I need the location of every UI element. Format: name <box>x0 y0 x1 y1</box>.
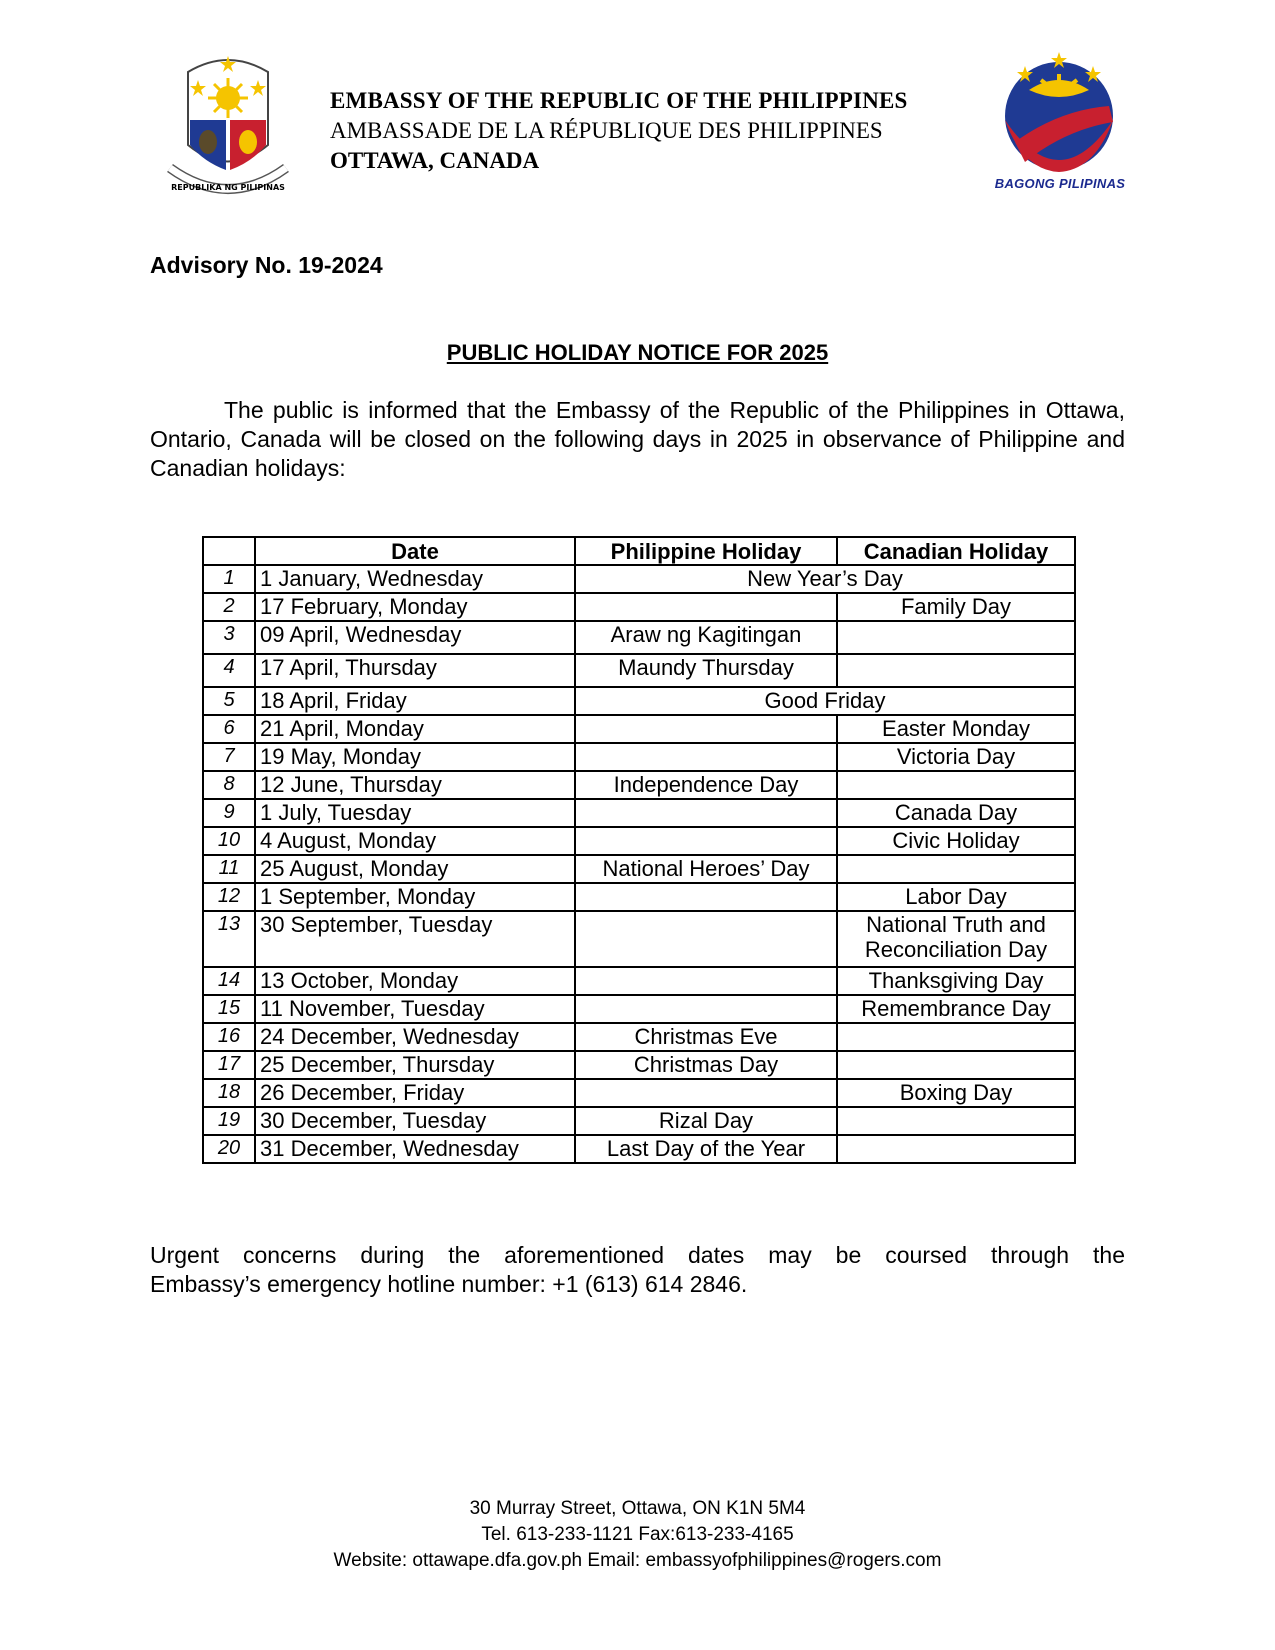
header-philippine-holiday: Philippine Holiday <box>575 537 837 565</box>
table-row <box>203 1135 1075 1163</box>
row-date: 17 February, Monday <box>255 593 575 621</box>
row-philippine-holiday <box>575 799 837 827</box>
row-date: 30 September, Tuesday <box>255 911 575 967</box>
letterhead <box>330 86 908 176</box>
header-canadian-holiday: Canadian Holiday <box>837 537 1075 565</box>
table-row <box>203 967 1075 995</box>
row-number: 5 <box>203 687 255 715</box>
row-canadian-holiday: Labor Day <box>837 883 1075 911</box>
letterhead-line3: OTTAWA, CANADA <box>330 148 540 173</box>
row-number: 3 <box>203 621 255 654</box>
row-number: 17 <box>203 1051 255 1079</box>
urgent-line1: Urgent concerns during the aforementioned dates may be coursed through the <box>150 1242 1125 1268</box>
row-date: 17 April, Thursday <box>255 654 575 687</box>
holiday-table <box>202 536 1076 1164</box>
row-shared-holiday: New Year’s Day <box>575 565 1075 593</box>
row-philippine-holiday: Maundy Thursday <box>575 654 837 687</box>
row-philippine-holiday: Last Day of the Year <box>575 1135 837 1163</box>
table-row <box>203 593 1075 621</box>
table-row <box>203 827 1075 855</box>
row-canadian-holiday <box>837 1023 1075 1051</box>
row-date: 12 June, Thursday <box>255 771 575 799</box>
row-canadian-holiday <box>837 621 1075 654</box>
bagong-pilipinas-logo-icon <box>985 50 1133 190</box>
table-row <box>203 687 1075 715</box>
row-number: 19 <box>203 1107 255 1135</box>
row-number: 20 <box>203 1135 255 1163</box>
row-philippine-holiday <box>575 995 837 1023</box>
row-date: 30 December, Tuesday <box>255 1107 575 1135</box>
row-philippine-holiday <box>575 743 837 771</box>
advisory-number: Advisory No. 19-2024 <box>150 252 383 278</box>
philippine-seal-icon <box>158 50 298 202</box>
row-canadian-holiday: Thanksgiving Day <box>837 967 1075 995</box>
intro-paragraph: The public is informed that the Embassy of the Republic of the Philippines in Ottawa, Ontario, Canada will be closed on the following days in 2025 in observance of Philippine and Canadian holidays: <box>150 397 1125 481</box>
row-number: 4 <box>203 654 255 687</box>
row-philippine-holiday <box>575 1079 837 1107</box>
table-row <box>203 771 1075 799</box>
row-philippine-holiday <box>575 827 837 855</box>
footer-phone: Tel. 613-233-1121 Fax:613-233-4165 <box>481 1524 794 1545</box>
header-no <box>203 537 255 565</box>
table-row <box>203 1107 1075 1135</box>
row-philippine-holiday <box>575 883 837 911</box>
row-philippine-holiday <box>575 967 837 995</box>
table-row <box>203 1051 1075 1079</box>
row-date: 21 April, Monday <box>255 715 575 743</box>
table-row <box>203 565 1075 593</box>
row-number: 2 <box>203 593 255 621</box>
table-row <box>203 1079 1075 1107</box>
row-canadian-holiday <box>837 1135 1075 1163</box>
row-canadian-holiday: Civic Holiday <box>837 827 1075 855</box>
row-date: 13 October, Monday <box>255 967 575 995</box>
row-number: 11 <box>203 855 255 883</box>
row-date: 25 August, Monday <box>255 855 575 883</box>
row-canadian-holiday: Canada Day <box>837 799 1075 827</box>
row-date: 26 December, Friday <box>255 1079 575 1107</box>
row-canadian-holiday: National Truth and Reconciliation Day <box>837 911 1075 967</box>
footer-address: 30 Murray Street, Ottawa, ON K1N 5M4 <box>469 1498 806 1519</box>
table-row <box>203 883 1075 911</box>
row-date: 24 December, Wednesday <box>255 1023 575 1051</box>
row-number: 16 <box>203 1023 255 1051</box>
row-canadian-holiday: Victoria Day <box>837 743 1075 771</box>
table-row <box>203 911 1075 967</box>
row-number: 13 <box>203 911 255 967</box>
table-row <box>203 654 1075 687</box>
header-date: Date <box>255 537 575 565</box>
letterhead-line2: AMBASSADE DE LA RÉPUBLIQUE DES PHILIPPINES <box>330 118 883 143</box>
row-number: 7 <box>203 743 255 771</box>
row-date: 09 April, Wednesday <box>255 621 575 654</box>
row-number: 1 <box>203 565 255 593</box>
row-philippine-holiday: Rizal Day <box>575 1107 837 1135</box>
table-row <box>203 995 1075 1023</box>
footer <box>0 1496 1275 1574</box>
row-date: 4 August, Monday <box>255 827 575 855</box>
row-philippine-holiday: Christmas Day <box>575 1051 837 1079</box>
row-date: 31 December, Wednesday <box>255 1135 575 1163</box>
row-philippine-holiday <box>575 715 837 743</box>
holiday-table-body <box>203 565 1075 1163</box>
row-philippine-holiday: National Heroes’ Day <box>575 855 837 883</box>
row-philippine-holiday <box>575 593 837 621</box>
bagong-pilipinas-label: BAGONG PILIPINAS <box>994 176 1126 191</box>
row-number: 8 <box>203 771 255 799</box>
row-number: 6 <box>203 715 255 743</box>
row-philippine-holiday: Independence Day <box>575 771 837 799</box>
table-row <box>203 799 1075 827</box>
row-number: 12 <box>203 883 255 911</box>
row-canadian-holiday <box>837 1051 1075 1079</box>
row-philippine-holiday <box>575 911 837 967</box>
urgent-line2: Embassy’s emergency hotline number: +1 (613) 614 2846. <box>150 1271 748 1297</box>
row-date: 11 November, Tuesday <box>255 995 575 1023</box>
row-canadian-holiday <box>837 654 1075 687</box>
row-canadian-holiday: Remembrance Day <box>837 995 1075 1023</box>
row-philippine-holiday: Araw ng Kagitingan <box>575 621 837 654</box>
row-number: 10 <box>203 827 255 855</box>
table-row <box>203 855 1075 883</box>
row-shared-holiday: Good Friday <box>575 687 1075 715</box>
row-date: 18 April, Friday <box>255 687 575 715</box>
table-row <box>203 743 1075 771</box>
row-date: 19 May, Monday <box>255 743 575 771</box>
row-canadian-holiday <box>837 1107 1075 1135</box>
row-canadian-holiday <box>837 771 1075 799</box>
row-philippine-holiday: Christmas Eve <box>575 1023 837 1051</box>
page-title: PUBLIC HOLIDAY NOTICE FOR 2025 <box>446 340 829 365</box>
row-canadian-holiday: Family Day <box>837 593 1075 621</box>
row-number: 9 <box>203 799 255 827</box>
table-row <box>203 621 1075 654</box>
footer-web: Website: ottawape.dfa.gov.ph Email: embassyofphilippines@rogers.com <box>333 1550 942 1571</box>
row-number: 18 <box>203 1079 255 1107</box>
row-date: 1 July, Tuesday <box>255 799 575 827</box>
table-header-row <box>203 537 1075 565</box>
table-row <box>203 1023 1075 1051</box>
row-canadian-holiday: Easter Monday <box>837 715 1075 743</box>
row-date: 1 January, Wednesday <box>255 565 575 593</box>
row-canadian-holiday <box>837 855 1075 883</box>
row-number: 14 <box>203 967 255 995</box>
row-date: 1 September, Monday <box>255 883 575 911</box>
row-number: 15 <box>203 995 255 1023</box>
svg-text:REPUBLIKA NG PILIPINAS: REPUBLIKA NG PILIPINAS <box>171 183 285 192</box>
table-row <box>203 715 1075 743</box>
row-canadian-holiday: Boxing Day <box>837 1079 1075 1107</box>
row-date: 25 December, Thursday <box>255 1051 575 1079</box>
letterhead-line1: EMBASSY OF THE REPUBLIC OF THE PHILIPPINES <box>330 88 908 113</box>
urgent-paragraph <box>150 1241 1125 1299</box>
